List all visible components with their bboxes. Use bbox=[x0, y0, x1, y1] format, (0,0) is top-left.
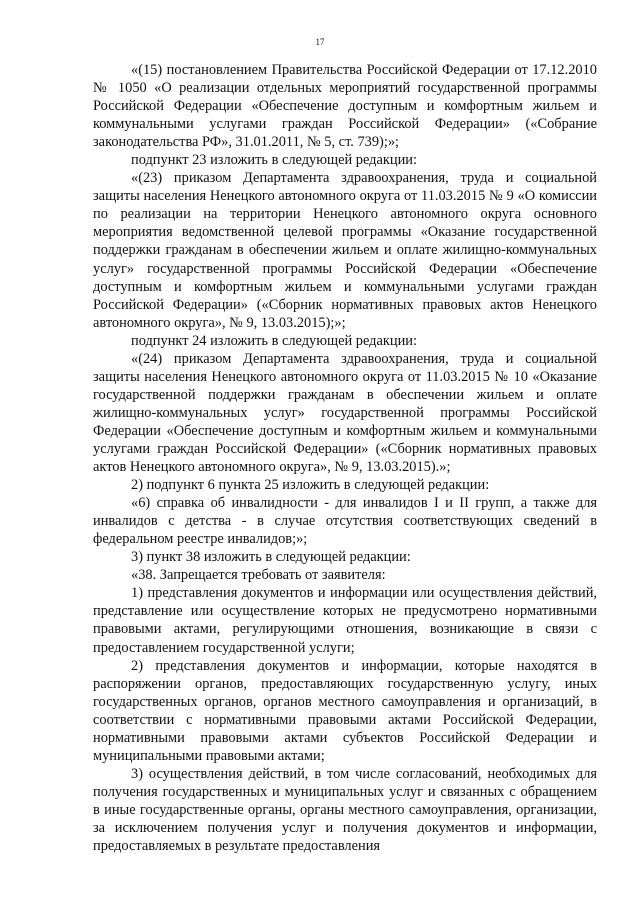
paragraph-point-3: 3) пункт 38 изложить в следующей редакции: bbox=[131, 549, 411, 566]
paragraph-clause-1: 1) представления документов и информации или осуществления действий, представление или осуществление которых не предусмотрено нормативными правовыми актами, регулирующими отношения, возникающие в связи с предоставлением государственной услуги; bbox=[93, 585, 597, 656]
paragraph-item-15: «(15) постановлением Правительства Российской Федерации от 17.12.2010 № 1050 «О реализации отдельных мероприятий государственной программы Российской Федерации «Обеспечение доступным и комфортным жильем и коммунальными услугами граждан Российской Федерации» («Собрание законодательства РФ», 31.01.2011, № 5, ст. 739);»; bbox=[93, 62, 597, 151]
paragraph-point-2: 2) подпункт 6 пункта 25 изложить в следующей редакции: bbox=[131, 477, 490, 494]
paragraph-subpoint-24-intro: подпункт 24 изложить в следующей редакции: bbox=[131, 332, 417, 349]
paragraph-item-38: «38. Запрещается требовать от заявителя: bbox=[131, 567, 386, 584]
paragraph-item-23: «(23) приказом Департамента здравоохранения, труда и социальной защиты населения Ненецкого автономного округа от 11.03.2015 № 9 «О комиссии по реализации на территории Ненецкого автономного округа основного мероприятия ведомственной целевой программы «Оказание государственной поддержки гражданам в обеспечении жильем и оплате жилищно-коммунальных услуг» государственной программы Российской Федерации «Обеспечение доступным и комфортным жильем и коммунальными услугами граждан Российской Федерации» («Сборник нормативных правовых актов Ненецкого автономного округа», № 9, 13.03.2015);»; bbox=[93, 170, 597, 331]
page-number: 17 bbox=[315, 37, 325, 47]
paragraph-clause-2: 2) представления документов и информации, которые находятся в распоряжении органов, предоставляющих государственную услугу, иных государственных органов, органов местного самоуправления и организаций, в соответствии с нормативными правовыми актами Российской Федерации, нормативными правовыми актами субъектов Российской Федерации и муниципальными правовыми актами; bbox=[93, 657, 597, 764]
paragraph-clause-3: 3) осуществления действий, в том числе согласований, необходимых для получения государственных и муниципальных услуг и связанных с обращением в иные государственные органы, органы местного самоуправления, организации, за исключением получения услуг и получения документов и информации, предоставляемых в результате предоставления bbox=[93, 765, 597, 855]
paragraph-item-6: «6) справка об инвалидности - для инвалидов I и II групп, а также для инвалидов с детства - в случае отсутствия соответствующих сведений в федеральном реестре инвалидов;»; bbox=[93, 495, 597, 548]
paragraph-item-24: «(24) приказом Департамента здравоохранения, труда и социальной защиты населения Ненецкого автономного округа от 11.03.2015 № 10 «Оказание государственной поддержки гражданам в обеспечении жильем и оплате жилищно-коммунальных услуг» государственной программы Российской Федерации «Обеспечение доступным и комфортным жильем и коммунальными услугами граждан Российской Федерации» («Сборник нормативных правовых актов Ненецкого автономного округа», № 9, 13.03.2015).»; bbox=[93, 350, 597, 476]
paragraph-subpoint-23-intro: подпункт 23 изложить в следующей редакции: bbox=[131, 152, 417, 169]
document-body bbox=[93, 61, 597, 855]
